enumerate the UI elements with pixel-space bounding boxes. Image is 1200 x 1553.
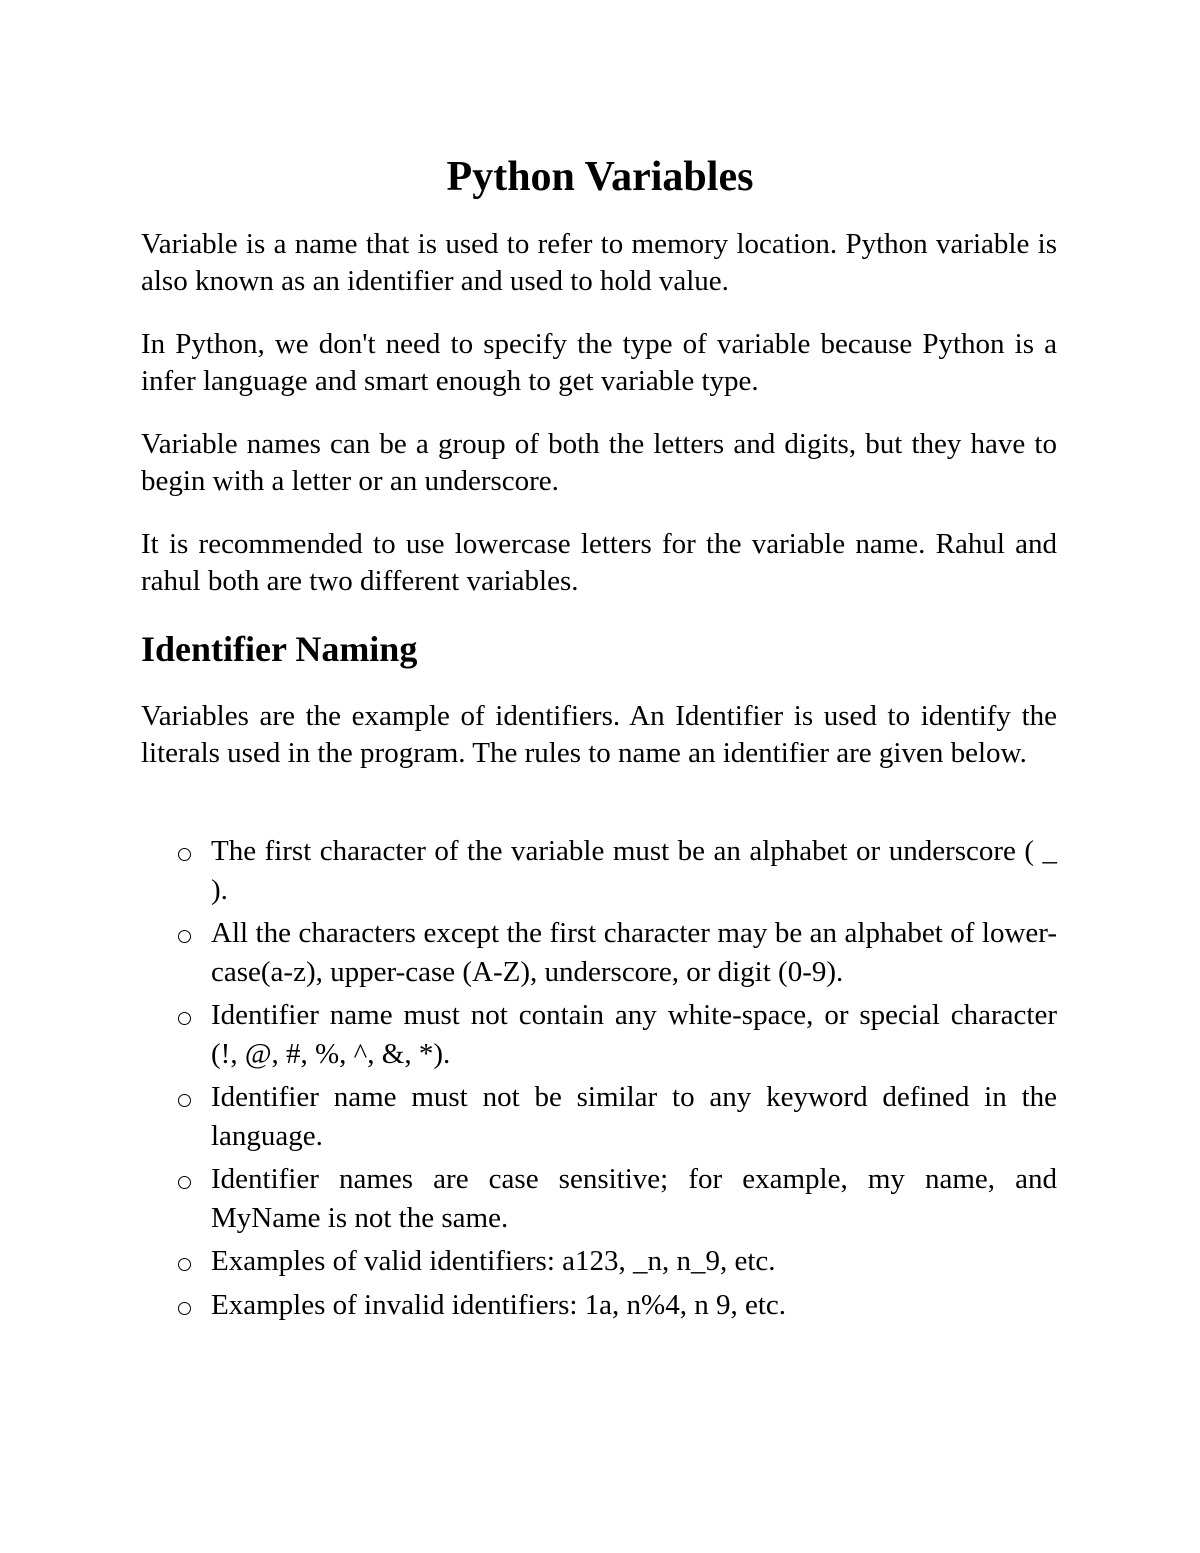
list-item bbox=[141, 832, 1057, 909]
rules-list bbox=[141, 832, 1057, 1329]
paragraph-definition: Variable is a name that is used to refer to memory location. Python variable is also known as an identifier and used to hold value. bbox=[141, 228, 1057, 297]
circle-bullet-icon bbox=[178, 1094, 191, 1107]
list-item bbox=[141, 1078, 1057, 1155]
circle-bullet-icon bbox=[178, 1302, 191, 1315]
list-item bbox=[141, 996, 1057, 1073]
list-item-text: Examples of valid identifiers: a123, _n, n_9, etc. bbox=[211, 1245, 776, 1277]
list-item-text: All the characters except the first character may be an alphabet of lower-case(a-z), upper-case (A-Z), underscore, or digit (0-9). bbox=[211, 917, 1057, 988]
list-item-text: Identifier name must not be similar to any keyword defined in the language. bbox=[211, 1081, 1057, 1152]
list-item-text: Examples of invalid identifiers: 1a, n%4, n 9, etc. bbox=[211, 1288, 787, 1321]
circle-bullet-icon bbox=[178, 1012, 191, 1025]
paragraph-names: Variable names can be a group of both the letters and digits, but they have to begin with a letter or an underscore. bbox=[141, 428, 1057, 497]
section-intro: Variables are the example of identifiers. An Identifier is used to identify the literals used in the program. The rules to name an identifier are given below. bbox=[141, 700, 1057, 769]
paragraph-typing: In Python, we don't need to specify the type of variable because Python is a infer language and smart enough to get variable type. bbox=[141, 328, 1057, 397]
list-item-text: Identifier name must not contain any white-space, or special character (!, @, #, %, ^, &, *). bbox=[211, 999, 1057, 1070]
list-item-text: Identifier names are case sensitive; for example, my name, and MyName is not the same. bbox=[211, 1163, 1057, 1234]
page-title: Python Variables bbox=[446, 154, 754, 200]
list-item bbox=[141, 1160, 1057, 1237]
list-item bbox=[141, 1242, 1057, 1281]
section-heading: Identifier Naming bbox=[141, 629, 418, 669]
circle-bullet-icon bbox=[178, 848, 191, 861]
list-item bbox=[141, 1286, 1057, 1325]
list-item-text: The first character of the variable must be an alphabet or underscore ( _ ). bbox=[211, 835, 1057, 906]
circle-bullet-icon bbox=[178, 1258, 191, 1271]
circle-bullet-icon bbox=[178, 1176, 191, 1189]
list-item bbox=[141, 914, 1057, 991]
circle-bullet-icon bbox=[178, 930, 191, 943]
paragraph-lowercase: It is recommended to use lowercase letters for the variable name. Rahul and rahul both are two different variables. bbox=[141, 528, 1057, 597]
